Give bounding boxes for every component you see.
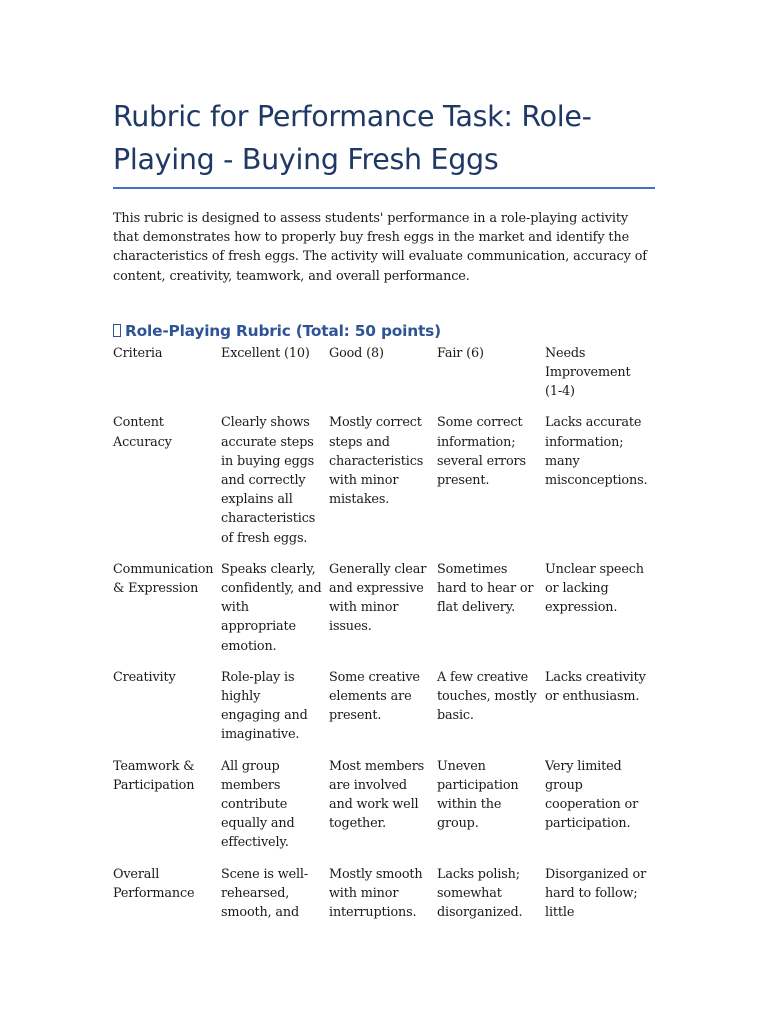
table-row bbox=[113, 668, 655, 757]
table-cell: Generally clear and expressive with minor issues. bbox=[329, 561, 427, 635]
section-heading-text: Role-Playing Rubric (Total: 50 points) bbox=[125, 321, 441, 340]
table-cell: Clearly shows accurate steps in buying eggs and correctly explains all characteristics of fresh eggs. bbox=[221, 415, 316, 546]
table-row bbox=[113, 865, 655, 935]
intro-paragraph: This rubric is designed to assess students' performance in a role-playing activity that demonstrates how to properly buy fresh eggs in the market and identify the characteristics of fresh eggs. The activity will evaluate communication, accuracy of content, creativity, teamwork, and overall performance. bbox=[113, 211, 647, 284]
table-row bbox=[113, 757, 655, 865]
header-cell: Excellent (10) bbox=[221, 345, 310, 361]
table-cell: Most members are involved and work well together. bbox=[329, 758, 425, 832]
table-row bbox=[113, 413, 655, 559]
criteria-cell: Overall Performance bbox=[113, 866, 195, 901]
criteria-cell: Communication & Expression bbox=[113, 561, 214, 597]
table-cell: Disorganized or hard to follow; little bbox=[545, 866, 647, 921]
table-cell: Scene is well-rehearsed, smooth, and bbox=[221, 866, 309, 921]
table-cell: Mostly correct steps and characteristics with minor mistakes. bbox=[329, 415, 424, 508]
header-cell: Good (8) bbox=[329, 345, 384, 361]
table-cell: Mostly smooth with minor interruptions. bbox=[329, 866, 423, 921]
table-cell: Very limited group cooperation or participation. bbox=[545, 758, 639, 832]
title-divider bbox=[113, 187, 655, 189]
criteria-cell: Creativity bbox=[113, 669, 176, 685]
table-cell: Role-play is highly engaging and imaginative. bbox=[221, 669, 308, 743]
criteria-cell: Teamwork & Participation bbox=[113, 758, 195, 793]
table-cell: Lacks accurate information; many misconceptions. bbox=[545, 415, 648, 489]
header-cell: Criteria bbox=[113, 345, 163, 361]
table-row bbox=[113, 560, 655, 668]
table-cell: Some creative elements are present. bbox=[329, 669, 420, 724]
table-header-row bbox=[113, 344, 655, 414]
document-title: Rubric for Performance Task: Role-Playing - Buying Fresh Eggs bbox=[113, 100, 592, 176]
table-cell: All group members contribute equally and effectively. bbox=[221, 758, 295, 851]
table-cell: Sometimes hard to hear or flat delivery. bbox=[437, 561, 534, 616]
rubric-table bbox=[113, 344, 655, 934]
table-cell: Speaks clearly, confidently, and with appropriate emotion. bbox=[221, 561, 322, 654]
table-cell: Lacks polish; somewhat disorganized. bbox=[437, 866, 523, 921]
criteria-cell: Content Accuracy bbox=[113, 415, 172, 450]
table-cell: A few creative touches, mostly basic. bbox=[437, 669, 537, 724]
table-cell: Uneven participation within the group. bbox=[437, 758, 519, 832]
section-heading bbox=[113, 320, 655, 342]
table-cell: Lacks creativity or enthusiasm. bbox=[545, 669, 646, 705]
document-page bbox=[113, 95, 655, 934]
table-cell: Unclear speech or lacking expression. bbox=[545, 561, 644, 616]
header-cell: Fair (6) bbox=[437, 345, 484, 361]
missing-glyph-icon bbox=[113, 324, 121, 337]
table-cell: Some correct information; several errors present. bbox=[437, 415, 526, 489]
header-cell: Needs Improvement (1-4) bbox=[545, 345, 631, 400]
